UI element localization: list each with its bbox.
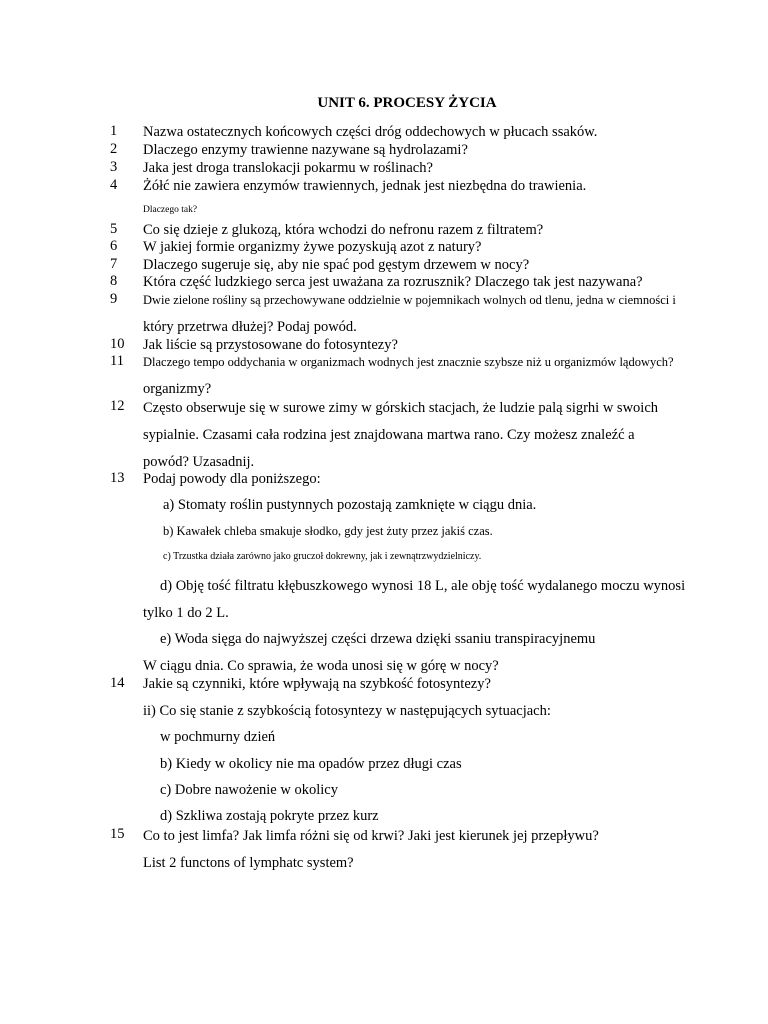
question-number: 4 <box>110 177 118 193</box>
sub-item: c) Trzustka działa zarówno jako gruczoł dokrewny, jak i zewnątrzwydzielniczy. <box>163 551 482 562</box>
sub-item: a) Stomaty roślin pustynnych pozostają zamknięte w ciągu dnia. <box>163 497 537 513</box>
question-number: 11 <box>110 353 124 369</box>
question-text: Żółć nie zawiera enzymów trawiennych, jednak jest niezbędna do trawienia. <box>143 178 587 194</box>
question-number: 7 <box>110 256 118 272</box>
question-text: Co się dzieje z glukozą, która wchodzi do nefronu razem z filtratem? <box>143 222 544 238</box>
question-text: Dlaczego enzymy trawienne nazywane są hydrolazami? <box>143 142 468 158</box>
question-text: Dlaczego sugeruje się, aby nie spać pod gęstym drzewem w nocy? <box>143 257 530 273</box>
question-number: 8 <box>110 273 118 289</box>
question-text: Często obserwuje się w surowe zimy w górskich stacjach, że ludzie palą sigrhi w swoich <box>143 400 659 416</box>
question-text-continued: List 2 functons of lymphatc system? <box>143 855 354 871</box>
sub-item: ii) Co się stanie z szybkością fotosyntezy w następujących sytuacjach: <box>143 703 551 719</box>
question-number: 1 <box>110 123 118 139</box>
question-text: Co to jest limfa? Jak limfa różni się od krwi? Jaki jest kierunek jej przepływu? <box>143 828 599 844</box>
sub-item-continued: tylko 1 do 2 L. <box>143 605 229 621</box>
question-number: 2 <box>110 141 118 157</box>
question-text-continued: organizmy? <box>143 381 212 397</box>
question-number: 10 <box>110 336 125 352</box>
question-text: Jaka jest droga translokacji pokarmu w roślinach? <box>143 160 433 176</box>
sub-item: b) Kawałek chleba smakuje słodko, gdy jest żuty przez jakiś czas. <box>163 524 493 538</box>
sub-item: b) Kiedy w okolicy nie ma opadów przez długi czas <box>160 756 462 772</box>
question-number: 5 <box>110 221 118 237</box>
question-text: Jakie są czynniki, które wpływają na szybkość fotosyntezy? <box>143 676 491 692</box>
sub-item: d) Szkliwa zostają pokryte przez kurz <box>160 808 379 824</box>
sub-item: w pochmurny dzień <box>160 729 276 745</box>
question-text: Która część ludzkiego serca jest uważana za rozrusznik? Dlaczego tak jest nazywana? <box>143 274 643 290</box>
question-text: Nazwa ostatecznych końcowych części dróg oddechowych w płucach ssaków. <box>143 124 598 140</box>
question-text: Podaj powody dla poniższego: <box>143 471 321 487</box>
question-number: 12 <box>110 398 125 414</box>
question-text-continued: sypialnie. Czasami cała rodzina jest znajdowana martwa rano. Czy możesz znaleźć a <box>143 427 635 443</box>
question-number: 14 <box>110 675 125 691</box>
page-title: UNIT 6. PROCESY ŻYCIA <box>317 95 497 111</box>
question-text: Dwie zielone rośliny są przechowywane oddzielnie w pojemnikach wolnych od tlenu, jedna w ciemności i <box>143 293 676 307</box>
sub-item: e) Woda sięga do najwyższej części drzewa dzięki ssaniu transpiracyjnemu <box>160 631 596 647</box>
sub-item-continued: W ciągu dnia. Co sprawia, że woda unosi się w górę w nocy? <box>143 658 499 674</box>
question-text: Dlaczego tempo oddychania w organizmach wodnych jest znacznie szybsze niż u organizmów lądowych? <box>143 355 674 369</box>
question-number: 13 <box>110 470 125 486</box>
question-text-continued: który przetrwa dłużej? Podaj powód. <box>143 319 357 335</box>
question-text-continued: Dlaczego tak? <box>143 205 198 215</box>
question-text: Jak liście są przystosowane do fotosyntezy? <box>143 337 398 353</box>
question-number: 6 <box>110 238 118 254</box>
question-text-continued: powód? Uzasadnij. <box>143 454 255 470</box>
question-number: 15 <box>110 826 125 842</box>
sub-item: d) Obję tość filtratu kłębuszkowego wynosi 18 L, ale obję tość wydalanego moczu wynosi <box>160 578 686 594</box>
question-number: 9 <box>110 291 118 307</box>
question-text: W jakiej formie organizmy żywe pozyskują azot z natury? <box>143 239 482 255</box>
question-number: 3 <box>110 159 118 175</box>
sub-item: c) Dobre nawożenie w okolicy <box>160 782 338 798</box>
